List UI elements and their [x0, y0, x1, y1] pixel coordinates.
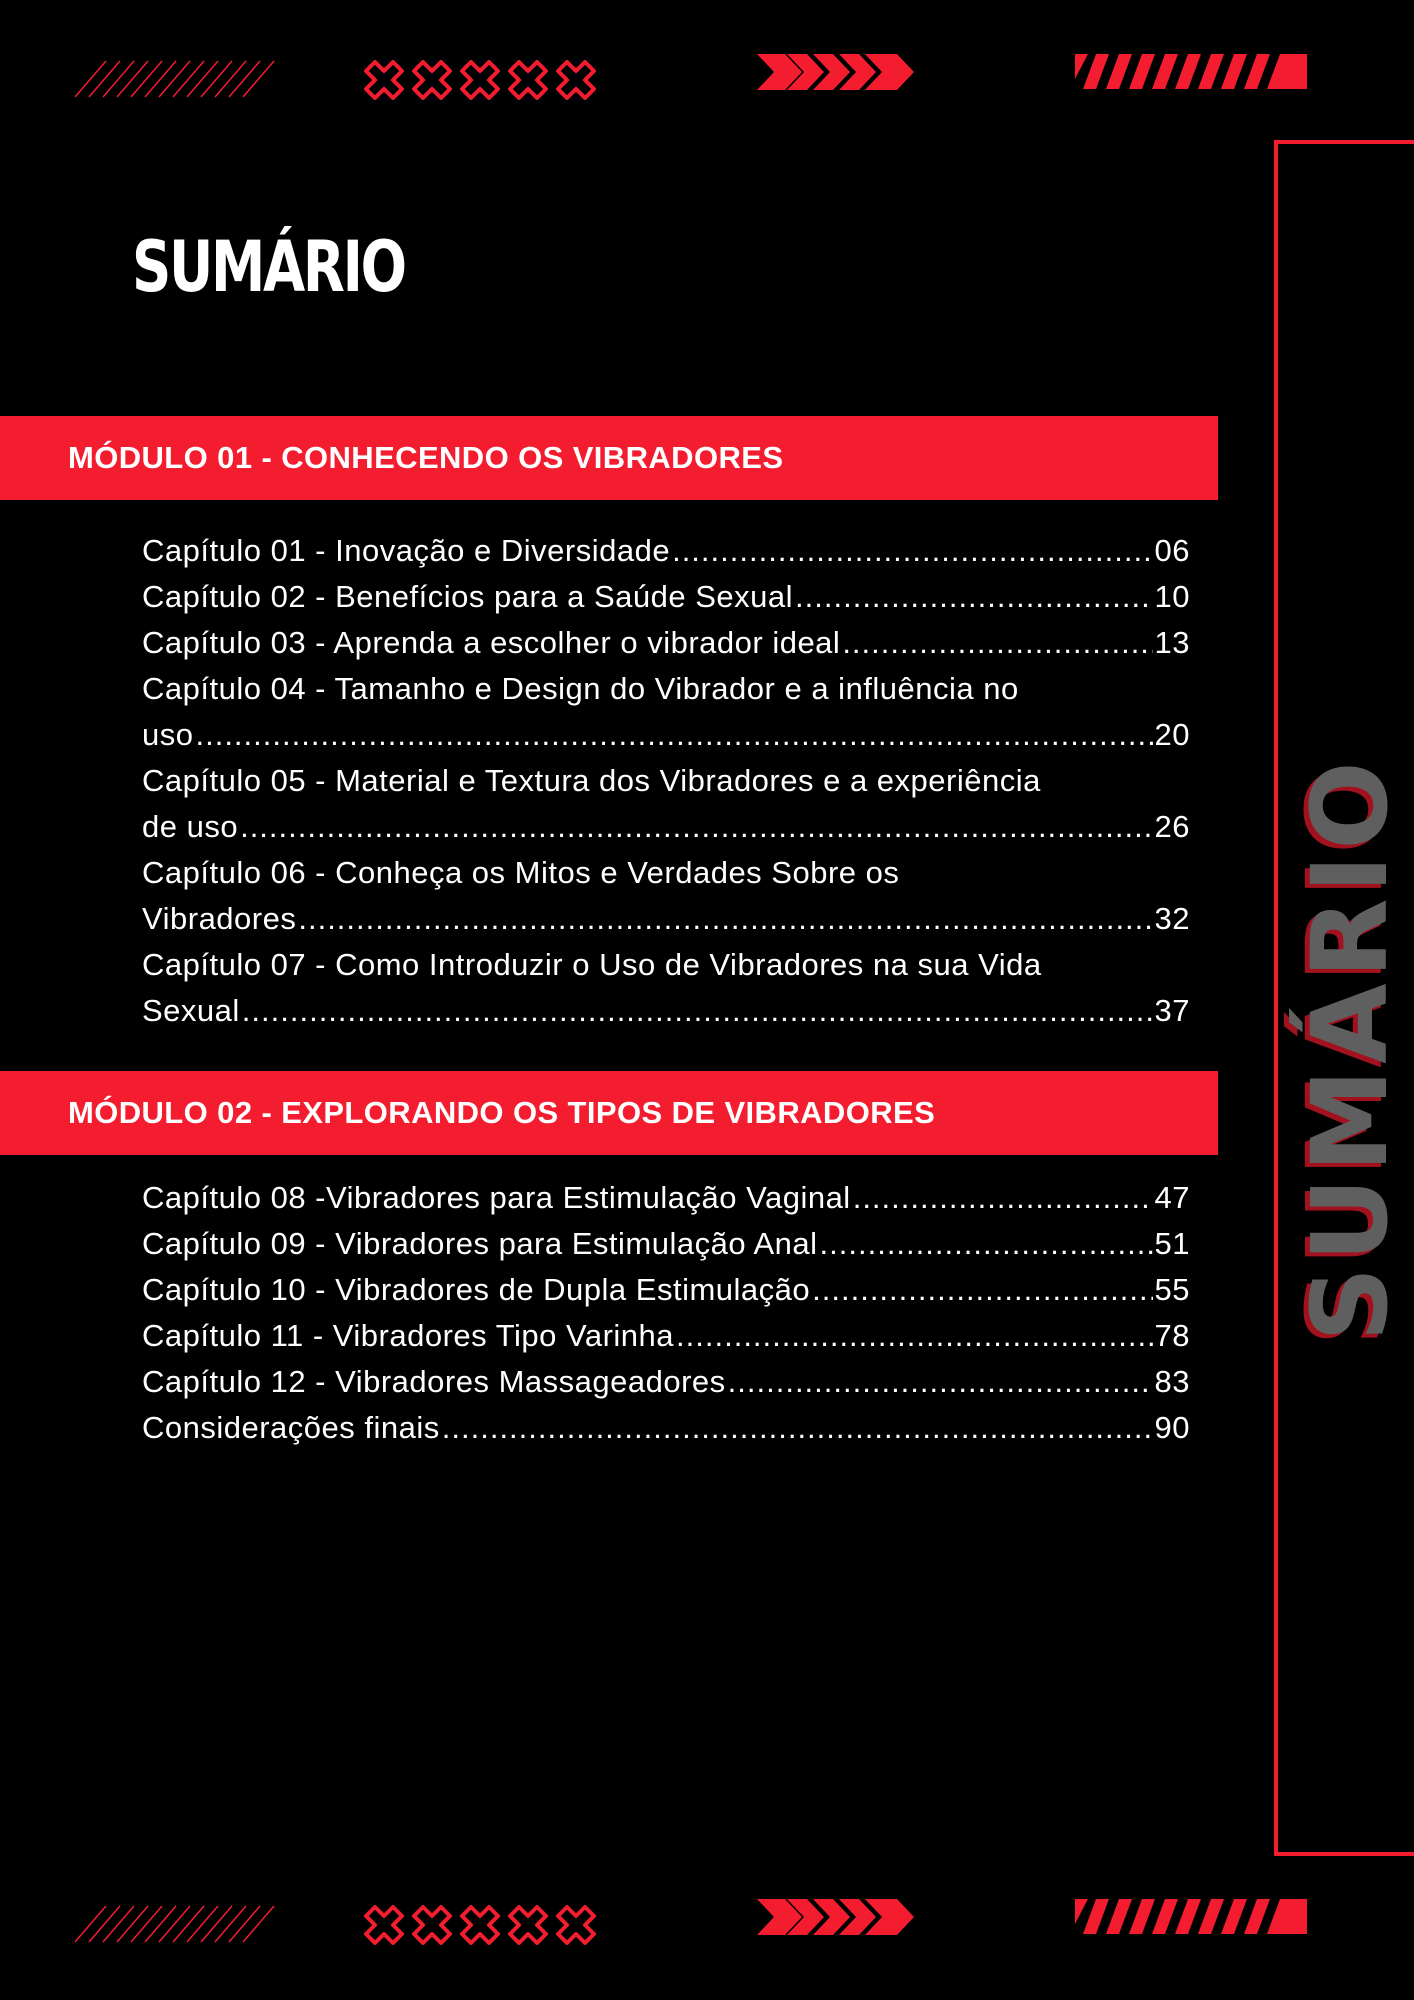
dot-leader — [820, 1221, 1153, 1267]
dot-leader — [812, 1267, 1152, 1313]
toc-entry-text: Capítulo 11 - Vibradores Tipo Varinha — [142, 1318, 675, 1353]
cross-marks-ornament — [366, 62, 594, 98]
dot-leader — [240, 804, 1152, 850]
toc-entry-text: Considerações finais — [142, 1410, 440, 1445]
dot-leader — [728, 1359, 1153, 1405]
stripes-ornament — [1075, 1899, 1307, 1934]
dot-leader — [242, 988, 1153, 1034]
dot-leader — [195, 712, 1152, 758]
toc-entry-text: Capítulo 12 - Vibradores Massageadores — [142, 1364, 726, 1399]
module-01-chapter-list — [142, 528, 1190, 1034]
dot-leader — [442, 1405, 1153, 1451]
dot-leader — [298, 896, 1152, 942]
dot-leader — [795, 574, 1152, 620]
toc-entry-text: Vibradores — [142, 901, 297, 936]
toc-entry-text: de uso — [142, 809, 239, 844]
toc-entry-09[interactable] — [142, 1221, 1190, 1267]
toc-page-number: 06 — [1154, 533, 1190, 568]
toc-page-number: 26 — [1154, 809, 1190, 844]
toc-entry-01[interactable] — [142, 528, 1190, 574]
toc-entry-heading: Capítulo 06 - Conheça os Mitos e Verdades Sobre os — [142, 855, 900, 890]
toc-entry-text: Capítulo 03 - Aprenda a escolher o vibrador ideal — [142, 625, 841, 660]
toc-entry-03[interactable] — [142, 620, 1190, 666]
toc-entry-text: Capítulo 10 - Vibradores de Dupla Estimulação — [142, 1272, 811, 1307]
toc-entry-02[interactable] — [142, 574, 1190, 620]
dot-leader — [842, 620, 1152, 666]
toc-entry-heading: Capítulo 05 - Material e Textura dos Vibradores e a experiência — [142, 763, 1041, 798]
stripes-ornament — [1075, 54, 1307, 89]
module-02-title: MÓDULO 02 - EXPLORANDO OS TIPOS DE VIBRADORES — [68, 1095, 936, 1130]
module-02-banner — [0, 1071, 1218, 1155]
module-02-chapter-list — [142, 1175, 1190, 1451]
toc-page-number: 51 — [1154, 1226, 1190, 1261]
dot-leader — [672, 528, 1152, 574]
cross-marks-ornament — [366, 1907, 594, 1943]
toc-page-number: 83 — [1154, 1364, 1190, 1399]
module-01-title: MÓDULO 01 - CONHECENDO OS VIBRADORES — [68, 440, 784, 475]
toc-page-number: 37 — [1154, 993, 1190, 1028]
slash-lines-ornament — [75, 1906, 274, 1942]
toc-page-number: 55 — [1154, 1272, 1190, 1307]
dot-leader — [853, 1175, 1153, 1221]
toc-entry-04[interactable] — [142, 666, 1190, 758]
chevrons-ornament — [757, 54, 914, 90]
toc-page-number: 20 — [1154, 717, 1190, 752]
toc-entry-07[interactable] — [142, 942, 1190, 1034]
toc-entry-11[interactable] — [142, 1313, 1190, 1359]
toc-entry-06[interactable] — [142, 850, 1190, 942]
toc-page-number: 90 — [1154, 1410, 1190, 1445]
toc-entry-heading: Capítulo 07 - Como Introduzir o Uso de Vibradores na sua Vida — [142, 947, 1042, 982]
toc-page-number: 78 — [1154, 1318, 1190, 1353]
toc-entry-heading: Capítulo 04 - Tamanho e Design do Vibrador e a influência no — [142, 671, 1019, 706]
toc-page-number: 47 — [1154, 1180, 1190, 1215]
toc-entry-05[interactable] — [142, 758, 1190, 850]
toc-page-number: 10 — [1154, 579, 1190, 614]
toc-entry-text: uso — [142, 717, 194, 752]
bottom-decoration — [0, 1890, 1414, 1950]
toc-entry-text: Sexual — [142, 993, 240, 1028]
side-title-vertical: SUMÁRIO — [1289, 756, 1411, 1342]
dot-leader — [676, 1313, 1152, 1359]
toc-entry-12[interactable] — [142, 1359, 1190, 1405]
chevrons-ornament — [757, 1899, 914, 1935]
toc-page-number: 32 — [1154, 901, 1190, 936]
top-decoration — [0, 45, 1414, 105]
toc-entry-text: Capítulo 08 -Vibradores para Estimulação Vaginal — [142, 1180, 851, 1215]
toc-page-number: 13 — [1154, 625, 1190, 660]
slash-lines-ornament — [75, 61, 274, 97]
page-title: SUMÁRIO — [132, 226, 405, 308]
toc-entry-08[interactable] — [142, 1175, 1190, 1221]
toc-entry-final[interactable] — [142, 1405, 1190, 1451]
toc-entry-text: Capítulo 01 - Inovação e Diversidade — [142, 533, 671, 568]
toc-entry-10[interactable] — [142, 1267, 1190, 1313]
toc-entry-text: Capítulo 02 - Benefícios para a Saúde Sexual — [142, 579, 794, 614]
toc-entry-text: Capítulo 09 - Vibradores para Estimulação Anal — [142, 1226, 818, 1261]
module-01-banner — [0, 416, 1218, 500]
